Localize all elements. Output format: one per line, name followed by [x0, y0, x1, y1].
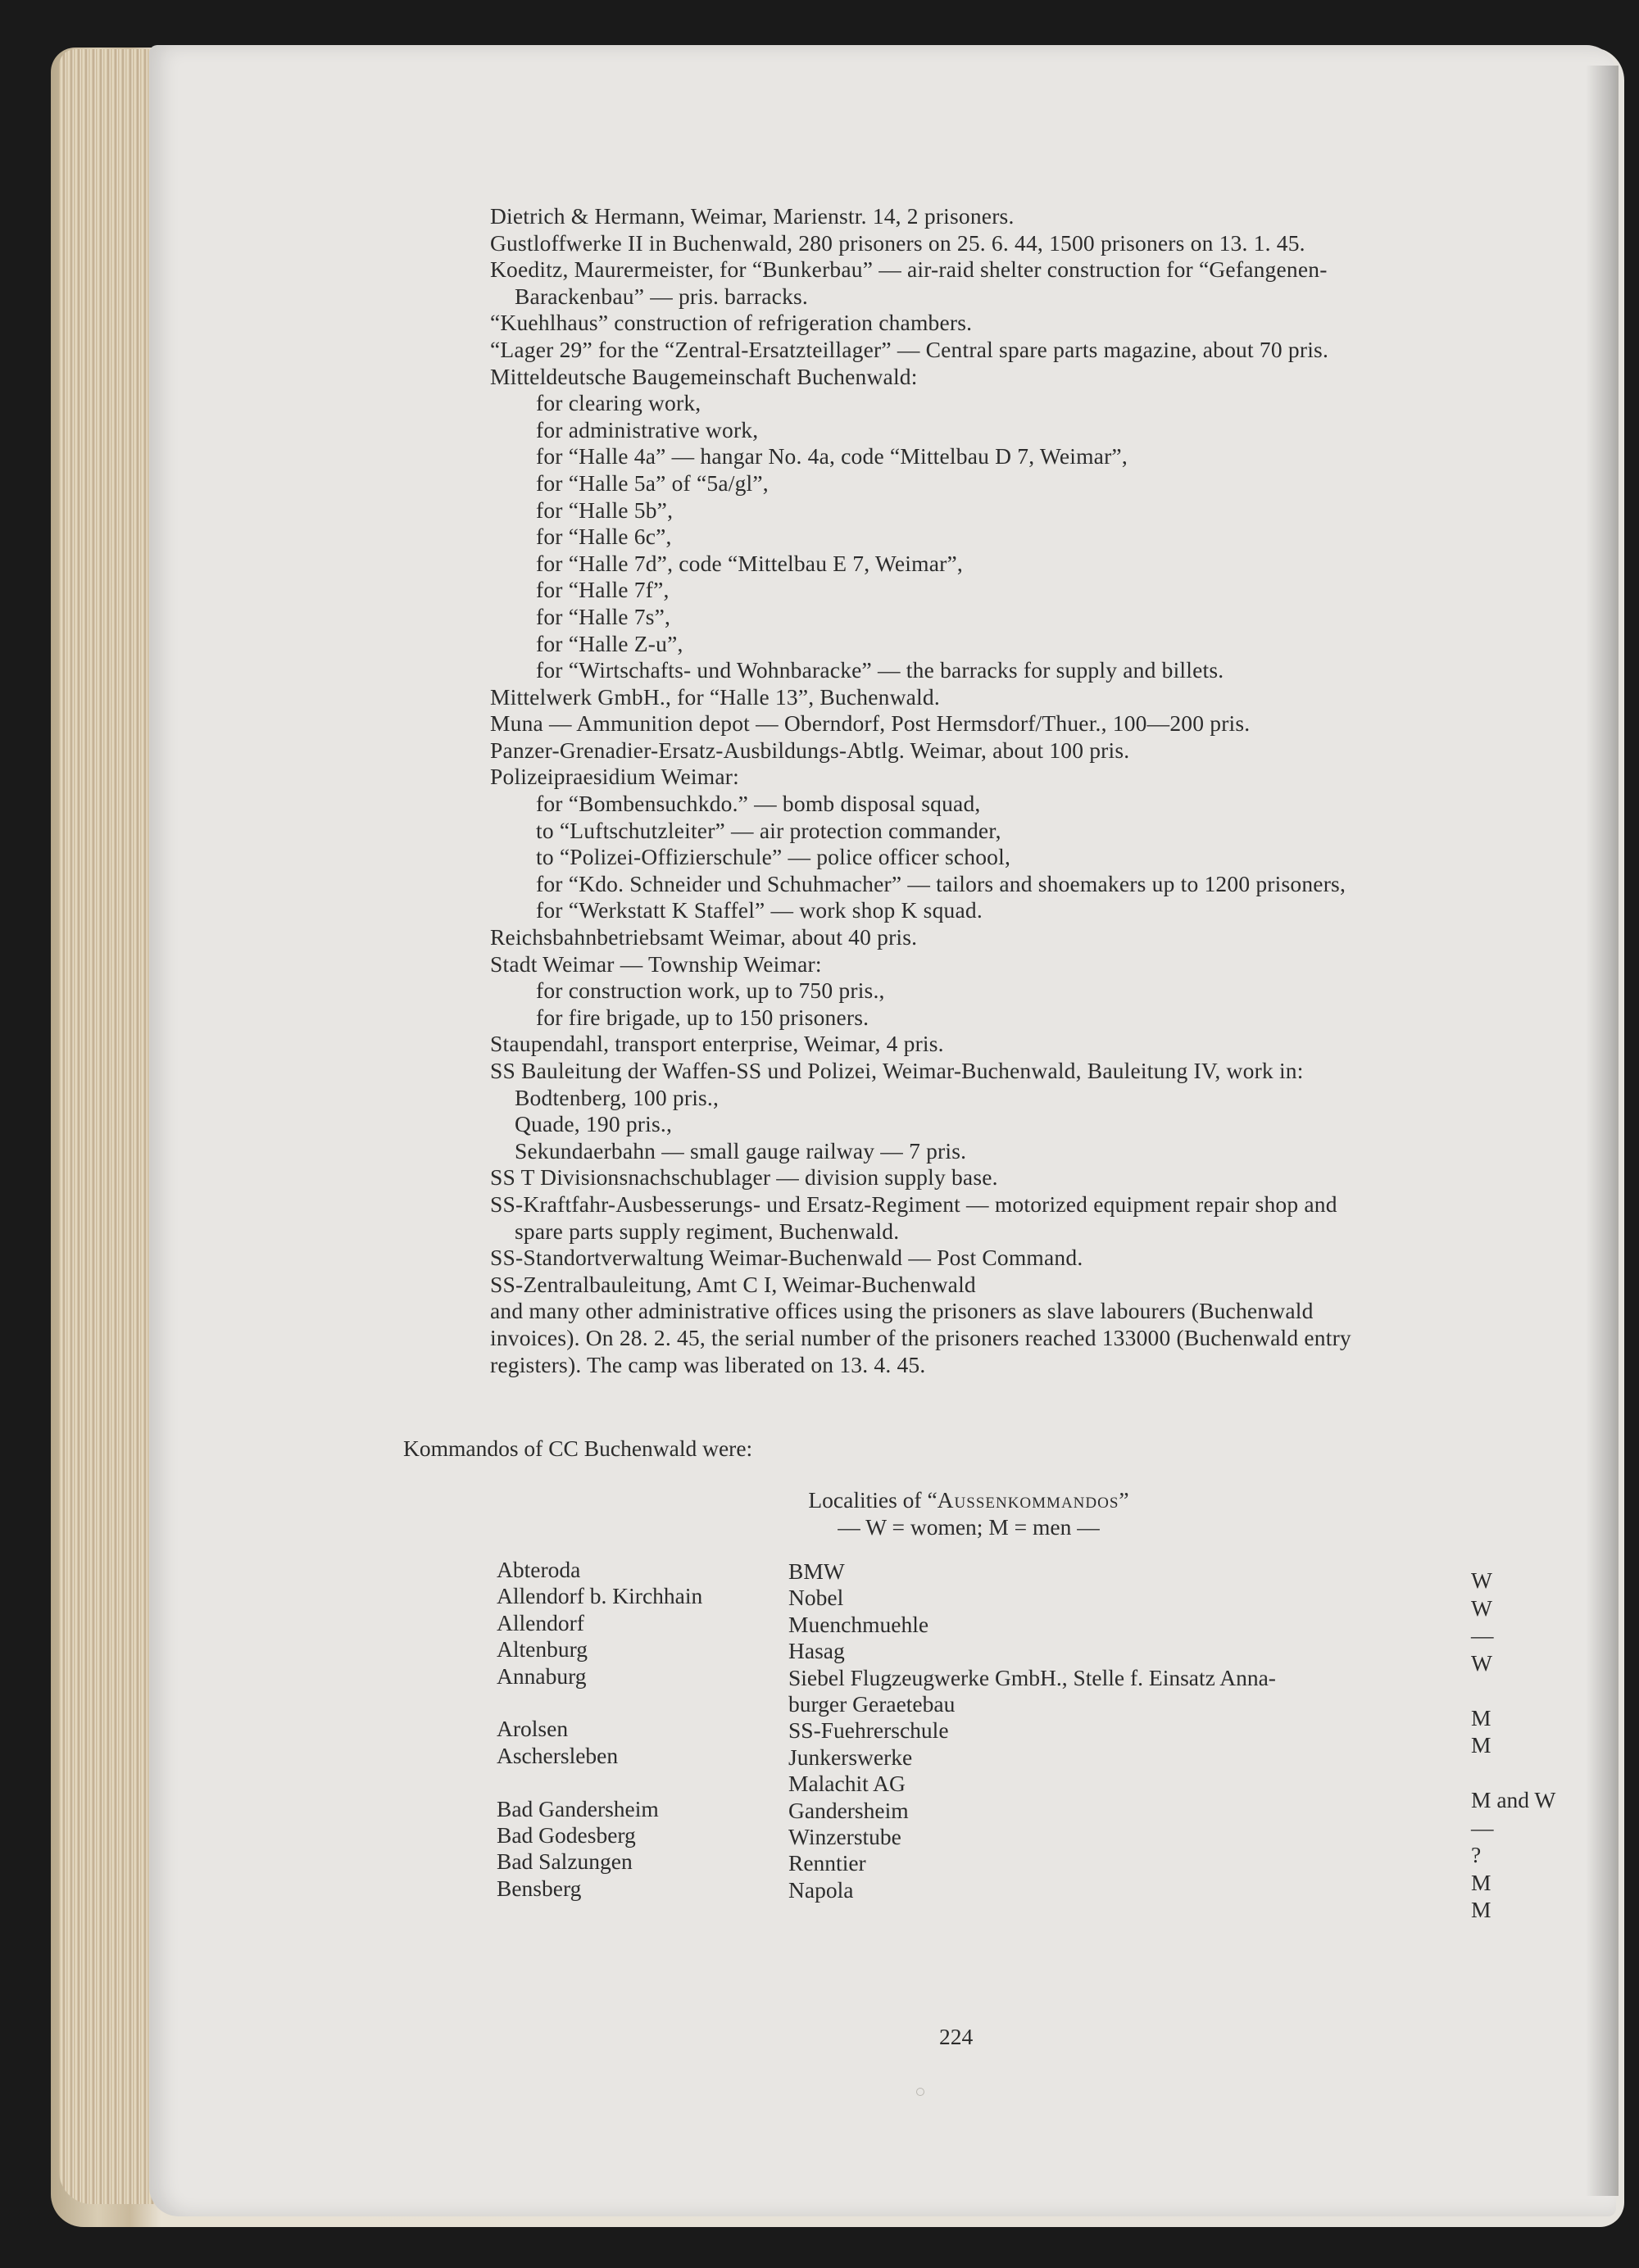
text-line: Polizeipraesidium Weimar:	[490, 764, 739, 790]
text-line: registers). The camp was liberated on 13. 4. 45.	[490, 1351, 926, 1377]
text-line: Mitteldeutsche Baugemeinschaft Buchenwald:	[490, 363, 918, 389]
text-line: Staupendahl, transport enterprise, Weimar, 4 pris.	[490, 1031, 944, 1057]
blank-row	[1471, 1676, 1555, 1704]
text-line: Quade, 190 pris.,	[515, 1111, 673, 1137]
text-line: for administrative work,	[536, 416, 759, 442]
text-line: for “Kdo. Schneider und Schuhmacher” — tailors and shoemakers up to 1200 prisoners,	[536, 870, 1346, 896]
text-line: for “Halle 7d”, code “Mittelbau E 7, Weimar”,	[536, 550, 963, 576]
table-heading	[756, 1486, 1182, 1540]
kommandos-lead: Kommandos of CC Buchenwald were:	[403, 1436, 753, 1461]
text-line: Dietrich & Hermann, Weimar, Marienstr. 14, 2 prisoners.	[490, 203, 1015, 229]
text-line: to “Luftschutzleiter” — air protection commander,	[536, 817, 1001, 843]
text-line: for clearing work,	[536, 390, 701, 416]
text-line: SS Bauleitung der Waffen-SS und Polizei, Weimar-Buchenwald, Bauleitung IV, work in:	[490, 1058, 1304, 1083]
text-line: for “Halle 4a” — hangar No. 4a, code “Mittelbau D 7, Weimar”,	[536, 443, 1128, 469]
text-line: SS-Kraftfahr-Ausbesserungs- und Ersatz-Regiment — motorized equipment repair shop and	[490, 1191, 1337, 1217]
page-stack	[59, 49, 157, 2204]
text-line: for “Bombensuchkdo.” — bomb disposal squad,	[536, 791, 981, 817]
firm-name: BMW	[788, 1558, 845, 1584]
text-line: to “Polizei-Offizierschule” — police officer school,	[536, 844, 1011, 870]
text-line: Stadt Weimar — Township Weimar:	[490, 950, 822, 977]
text-line: for “Halle 6c”,	[536, 524, 672, 550]
sex-code: M	[1471, 1869, 1491, 1895]
text-line: for “Halle 7f”,	[536, 577, 670, 603]
locality-name: Allendorf b. Kirchhain	[497, 1583, 703, 1609]
firm-name: Napola	[788, 1876, 854, 1903]
text-line: Sekundaerbahn — small gauge railway — 7 pris.	[515, 1137, 967, 1163]
text-line: Barackenbau” — pris. barracks.	[515, 283, 808, 309]
page-shadow	[1586, 66, 1619, 2196]
firms-column	[788, 1558, 1276, 1903]
locality-name: Bad Salzungen	[497, 1848, 633, 1875]
locality-name: Bensberg	[497, 1875, 582, 1901]
text-line: for fire brigade, up to 150 prisoners.	[536, 1004, 869, 1030]
sex-code: W	[1471, 1594, 1492, 1621]
text-line: for “Wirtschafts- und Wohnbaracke” — the barracks for supply and billets.	[536, 657, 1224, 683]
heading-legend: — W = women; M = men —	[838, 1514, 1100, 1540]
sex-code: —	[1471, 1622, 1494, 1648]
text-line: Bodtenberg, 100 pris.,	[515, 1084, 720, 1110]
localities-column	[497, 1557, 702, 1902]
sex-code: M	[1471, 1897, 1491, 1922]
locality-name: Arolsen	[497, 1716, 569, 1742]
text-line: “Lager 29” for the “Zentral-Ersatzteillager” — Central spare parts magazine, about 70 pris.	[490, 336, 1329, 362]
text-line: invoices). On 28. 2. 45, the serial number of the prisoners reached 133000 (Buchenwald entry	[490, 1324, 1351, 1350]
page-number: 224	[939, 2024, 974, 2049]
sex-code: W	[1471, 1649, 1492, 1676]
firm-name: Gandersheim	[788, 1797, 909, 1823]
firm-name: Hasag	[788, 1638, 845, 1664]
text-line: and many other administrative offices using the prisoners as slave labourers (Buchenwald	[490, 1298, 1314, 1324]
locality-name: Aschersleben	[497, 1742, 619, 1768]
firm-name: Winzerstube	[788, 1824, 901, 1850]
text-line: Koeditz, Maurermeister, for “Bunkerbau” — air-raid shelter construction for “Gefangenen-	[490, 256, 1328, 283]
firm-name: Renntier	[788, 1850, 866, 1876]
sex-code: M	[1471, 1704, 1491, 1730]
text-line: for “Halle Z-u”,	[536, 630, 683, 656]
paper-mark	[916, 2088, 924, 2096]
text-line: “Kuehlhaus” construction of refrigeration chambers.	[490, 310, 973, 336]
text-line: SS-Standortverwaltung Weimar-Buchenwald — Post Command.	[490, 1245, 1083, 1271]
sex-code: ?	[1471, 1842, 1482, 1867]
firm-name: Muenchmuehle	[788, 1611, 929, 1637]
blank-row	[497, 1769, 702, 1795]
body-text	[490, 203, 1572, 1378]
text-line: Gustloffwerke II in Buchenwald, 280 prisoners on 25. 6. 44, 1500 prisoners on 13. 1. 45.	[490, 229, 1305, 256]
firm-name: Siebel Flugzeugwerke GmbH., Stelle f. Einsatz Anna-	[788, 1664, 1276, 1690]
sex-column	[1471, 1567, 1555, 1924]
text-line: SS-Zentralbauleitung, Amt C I, Weimar-Buchenwald	[490, 1271, 976, 1297]
firm-name: burger Geraetebau	[788, 1691, 956, 1717]
text-line: Mittelwerk GmbH., for “Halle 13”, Buchenwald.	[490, 683, 940, 710]
text-line: for “Halle 5a” of “5a/gl”,	[536, 469, 769, 496]
text-line: Muna — Ammunition depot — Oberndorf, Post Hermsdorf/Thuer., 100—200 pris.	[490, 710, 1251, 737]
text-line: for “Halle 7s”,	[536, 603, 671, 629]
locality-name: Altenburg	[497, 1636, 588, 1662]
locality-name: Abteroda	[497, 1557, 581, 1582]
heading-title: Localities of “Aussenkommandos”	[808, 1487, 1129, 1513]
locality-name: Bad Godesberg	[497, 1822, 636, 1848]
locality-name: Bad Gandersheim	[497, 1795, 659, 1821]
text-line: spare parts supply regiment, Buchenwald.	[515, 1218, 900, 1244]
firm-name: Junkerswerke	[788, 1744, 913, 1770]
sex-code: —	[1471, 1814, 1494, 1840]
text-line: Panzer-Grenadier-Ersatz-Ausbildungs-Abtlg. Weimar, about 100 pris.	[490, 737, 1130, 763]
firm-name: Malachit AG	[788, 1771, 906, 1797]
text-line: Reichsbahnbetriebsamt Weimar, about 40 pris.	[490, 924, 918, 950]
firm-name: SS-Fuehrerschule	[788, 1717, 949, 1744]
sex-code: M	[1471, 1732, 1491, 1758]
firm-name: Nobel	[788, 1585, 844, 1611]
sex-code: M and W	[1471, 1787, 1556, 1812]
text-line: for construction work, up to 750 pris.,	[536, 978, 885, 1004]
sex-code: W	[1471, 1567, 1492, 1593]
locality-name: Allendorf	[497, 1609, 584, 1635]
blank-row	[497, 1690, 702, 1716]
text-line: SS T Divisionsnachschublager — division supply base.	[490, 1164, 998, 1191]
text-line: for “Werkstatt K Staffel” — work shop K squad.	[536, 897, 983, 923]
text-line: for “Halle 5b”,	[536, 497, 674, 523]
locality-name: Annaburg	[497, 1662, 587, 1689]
blank-row	[1471, 1759, 1555, 1787]
